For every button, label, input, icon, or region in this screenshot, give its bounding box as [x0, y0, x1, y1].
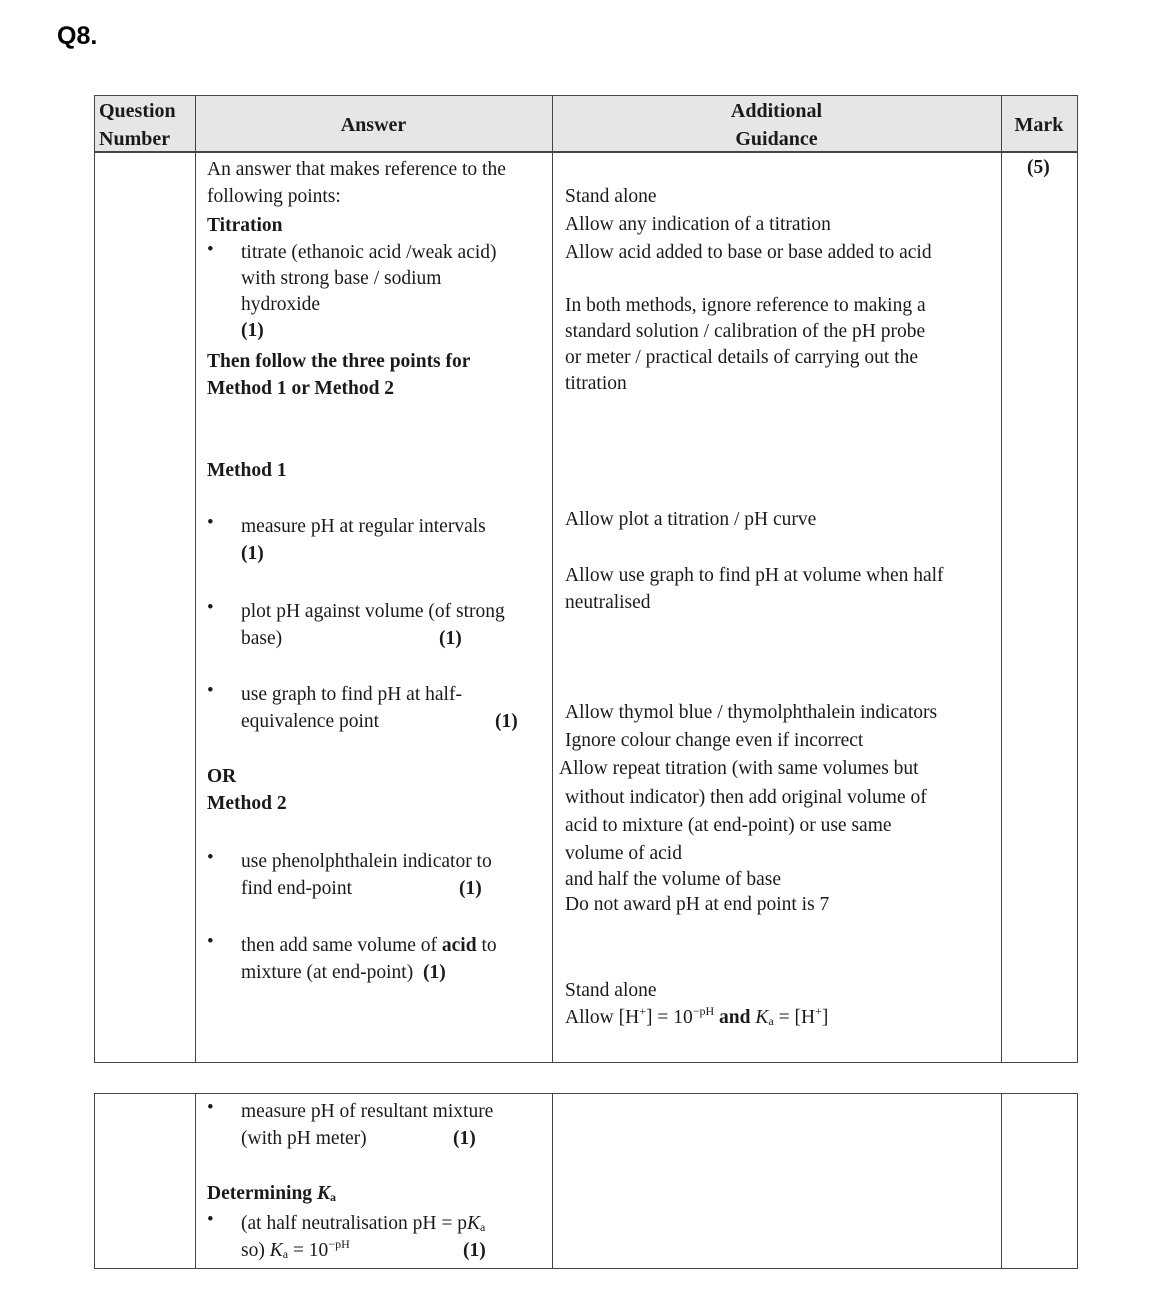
text-line: volume of acid [565, 843, 682, 865]
bullet-icon: • [207, 680, 214, 701]
text-line: In both methods, ignore reference to making a [565, 295, 926, 316]
text-line [565, 1004, 828, 1031]
text-span: to [476, 935, 497, 956]
text-line: Allow acid added to base or base added to acid [565, 242, 932, 263]
text-line: titration [565, 373, 627, 394]
point-mark: (1) [241, 320, 264, 341]
text-line: use graph to find pH at half- [241, 684, 462, 705]
text-line [241, 1237, 485, 1264]
text-line: titrate (ethanoic acid /weak acid) [241, 242, 497, 263]
titration-heading: Titration [207, 215, 283, 236]
text-line: Ignore colour change even if incorrect [565, 730, 864, 752]
point-mark: (1) [459, 878, 482, 899]
text-span: then add same volume of [241, 935, 442, 956]
text-span: = [H [773, 1007, 816, 1028]
text-line [241, 1210, 485, 1237]
guidance-block-graph [565, 562, 944, 616]
bullet-icon: • [207, 847, 214, 868]
subscript: a [480, 1220, 486, 1234]
bullet-icon: • [207, 597, 214, 618]
text-span: ] [821, 1007, 829, 1028]
bullet-icon: • [207, 1209, 214, 1230]
text-line: measure pH at regular intervals [241, 516, 486, 537]
ka-bullet [241, 1210, 485, 1264]
text-line [241, 959, 497, 986]
mark-scheme-table [94, 95, 1078, 1063]
bullet-icon: • [207, 512, 214, 533]
answer-intro [207, 156, 506, 210]
header-text: Mark [1014, 114, 1064, 136]
method2-bullet [241, 932, 497, 986]
text-line: hydroxide [241, 294, 321, 315]
header-answer [195, 111, 552, 139]
method2-heading [207, 763, 287, 817]
text-line: An answer that makes reference to the [207, 159, 506, 180]
text-line: Allow any indication of a titration [565, 214, 831, 235]
superscript: −pH [692, 1004, 715, 1018]
method1-bullet [241, 598, 505, 652]
text-line: neutralised [565, 592, 651, 613]
point-mark: (1) [495, 711, 518, 732]
text-line: find end-point [241, 878, 353, 899]
subscript: a [282, 1247, 289, 1261]
header-text: Guidance [735, 128, 818, 150]
column-divider [552, 1094, 553, 1268]
subscript: a [329, 1190, 336, 1204]
text-span: Determining [207, 1183, 317, 1204]
text-line: Allow thymol blue / thymolphthalein indicators [565, 702, 938, 723]
text-line: Allow repeat titration (with same volumes but [559, 758, 919, 780]
italic-symbol: K [316, 1183, 330, 1204]
determining-ka-heading [207, 1180, 336, 1207]
text-span: (at half neutralisation pH = p [241, 1213, 467, 1234]
header-text: Number [99, 128, 171, 150]
text-line: following points: [207, 186, 341, 207]
bold-text: and [714, 1007, 756, 1028]
mark-scheme-table-continued [94, 1093, 1078, 1269]
text-line: base) [241, 628, 283, 649]
text-line: without indicator) then add original volume of [565, 786, 927, 808]
point-mark: (1) [453, 1128, 476, 1149]
subscript: a [768, 1014, 774, 1028]
text-span: Allow [H [565, 1007, 640, 1028]
bullet-icon: • [207, 1097, 214, 1118]
point-mark: (1) [422, 962, 446, 983]
follow-instruction [207, 348, 470, 402]
total-mark: (5) [1027, 157, 1050, 178]
text-line: plot pH against volume (of strong [241, 601, 505, 622]
text-span: so) [241, 1240, 270, 1261]
header-text: Question [99, 100, 176, 122]
text-line [241, 932, 497, 959]
header-mark [1001, 111, 1077, 139]
superscript: −pH [328, 1237, 350, 1251]
guidance-block-plot: Allow plot a titration / pH curve [565, 509, 817, 530]
text-line: or meter / practical details of carrying out the [565, 347, 919, 368]
text-span: = 10 [288, 1240, 329, 1261]
guidance-block-both-methods [565, 293, 926, 397]
text-line: acid to mixture (at end-point) or use same [565, 814, 892, 836]
text-line: Stand alone [565, 980, 657, 1001]
guidance-block-titration [565, 183, 932, 267]
superscript: + [815, 1004, 822, 1018]
column-divider [1001, 96, 1002, 1062]
question-label: Q8. [57, 22, 98, 50]
or-label: OR [207, 766, 237, 787]
point-mark: (1) [463, 1240, 486, 1261]
italic-symbol: K [755, 1007, 769, 1028]
method1-heading: Method 1 [207, 460, 287, 481]
header-additional-guidance [552, 97, 1001, 153]
text-span: mixture (at end-point) [241, 962, 414, 983]
bullet-icon: • [207, 239, 214, 260]
method1-bullet [241, 681, 462, 735]
column-divider [1001, 1094, 1002, 1268]
guidance-block-ka [565, 977, 828, 1031]
titration-bullet [241, 240, 497, 344]
text-line: Stand alone [565, 186, 657, 207]
italic-symbol: K [466, 1213, 480, 1234]
bold-text: acid [441, 935, 477, 956]
guidance-block-indicators [559, 699, 938, 920]
text-line: Allow use graph to find pH at volume when half [565, 565, 944, 586]
header-question-number [99, 97, 193, 153]
method2-bullet [241, 848, 492, 902]
text-line: Do not award pH at end point is 7 [565, 894, 830, 916]
text-line: Method 1 or Method 2 [207, 378, 395, 399]
text-line: equivalence point [241, 711, 380, 732]
text-line: (with pH meter) [241, 1128, 367, 1149]
text-line: with strong base / sodium [241, 268, 442, 289]
bullet-icon: • [207, 931, 214, 952]
point-mark: (1) [241, 543, 264, 564]
text-line: standard solution / calibration of the pH probe [565, 321, 926, 342]
column-divider [552, 96, 553, 1062]
text-line: Method 2 [207, 793, 287, 814]
italic-symbol: K [269, 1240, 283, 1261]
text-line: and half the volume of base [565, 869, 782, 891]
method1-bullet [241, 513, 486, 567]
text-span: ] = 10 [645, 1007, 693, 1028]
text-line: use phenolphthalein indicator to [241, 851, 492, 872]
text-line: measure pH of resultant mixture [241, 1101, 494, 1122]
column-divider [195, 96, 196, 1062]
text-line: Then follow the three points for [207, 351, 471, 372]
column-divider [195, 1094, 196, 1268]
point-mark: (1) [439, 628, 462, 649]
header-text: Answer [340, 114, 407, 136]
header-text: Additional [730, 100, 823, 122]
superscript: + [639, 1004, 646, 1018]
